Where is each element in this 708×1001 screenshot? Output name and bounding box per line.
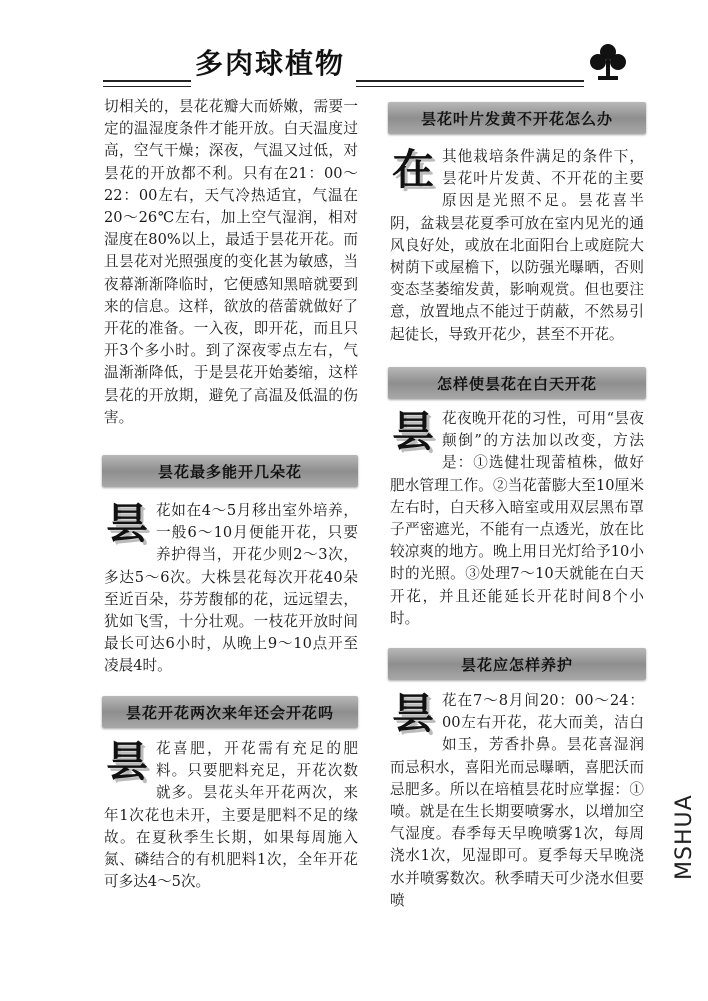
drop-cap: 昙	[391, 407, 434, 456]
heading-bloom-next-year: 昙花开花两次来年还会开花吗	[102, 696, 358, 728]
masthead-rule-right	[356, 80, 584, 82]
heading-care: 昙花应怎样养护	[388, 648, 646, 680]
heading-max-flowers: 昙花最多能开几朵花	[102, 455, 358, 487]
left-intro-text	[104, 96, 358, 429]
section-body: 花喜肥，开花需有充足的肥料。只要肥料充足，开花次数就多。昙花头年开花两次，来年1次花也未开，主要是肥料不足的缘故。在夏秋季生长期，如果每周施入氮、磷结合的有机肥料1次，全年开花可多达4～5次。	[104, 740, 358, 891]
watermark-text: MSHUA	[672, 794, 697, 880]
section-max-flowers	[104, 500, 358, 678]
section-body: 其他栽培条件满足的条件下，昙花叶片发黄、不开花的主要原因是光照不足。昙花喜半阴，盆栽昙花夏季可放在室内见光的通风良好处，或放在北面阳台上或庭院大树荫下或屋檐下，以防强光曝晒，否则变态茎萎缩发黄，影响观赏。但也要注意，放置地点不能过于荫蔽，不然易引起徒长，导致开花少，甚至不开花。	[390, 148, 644, 343]
heading-daytime-bloom: 怎样使昙花在白天开花	[388, 367, 646, 399]
section-body: 花如在4～5月移出室外培养，一般6～10月便能开花，只要养护得当，开花少则2～3次，多达5～6次。大株昙花每次开花40朵至近百朵，芬芳馥郁的花，远远望去，犹如飞雪，十分壮观。一枝花开放时间最长可达6小时，从晚上9～10点开至凌晨4时。	[104, 502, 358, 675]
section-daytime-bloom	[390, 408, 644, 630]
club-plant-icon	[586, 40, 630, 84]
heading-yellow-leaves: 昙花叶片发黄不开花怎么办	[388, 102, 646, 134]
section-body: 花夜晚开花的习性，可用“昙夜颠倒”的方法加以改变，方法是：①选健壮现蕾植株，做好肥水管理工作。②当花蕾膨大至10厘米左右时，白天移入暗室或用双层黑布罩子严密遮光，不能有一点透光，放在比较凉爽的地方。晚上用日光灯给予10小时的光照。③处理7～10天就能在白天开花，并且还能延长开花时间8个小时。	[390, 410, 644, 627]
intro-paragraph: 切相关的，昙花花瓣大而娇嫩，需要一定的温湿度条件才能开放。白天温度过高，空气干燥；深夜，气温又过低，对昙花的开放都不利。只有在21：00～22：00左右，天气冷热适宜，气温在20～26℃左右，加上空气湿润，相对湿度在80%以上，最适于昙花开花。而且昙花对光照强度的变化甚为敏感，当夜幕渐渐降临时，它便感知黑暗就要到来的信息。这样，欲放的蓓蕾就做好了开花的准备。一入夜，即开花，而且只开3个多小时。到了深夜零点左右，气温渐渐降低，于是昙花开始萎缩，这样昙花的开放期，避免了高温及低温的伤害。	[104, 98, 358, 426]
drop-cap: 在	[391, 145, 434, 194]
section-yellow-leaves	[390, 146, 644, 346]
masthead-title: 多肉球植物	[195, 47, 346, 80]
section-body: 花在7～8月间20：00～24：00左右开花，花大而美，洁白如玉，芳香扑鼻。昙花喜湿润而忌积水，喜阳光而忌曝晒，喜肥沃而忌肥多。所以在培植昙花时应掌握：①喷。就是在生长期要喷雾水，以增加空气湿度。春季每天早晚喷雾1次，每周浇水1次，见湿即可。夏季每天早晚浇水并喷雾数次。秋季晴天可少浇水但要喷	[390, 692, 644, 909]
masthead-rule-left	[103, 80, 191, 82]
section-bloom-next-year	[104, 738, 358, 893]
drop-cap: 昙	[391, 689, 434, 738]
drop-cap: 昙	[105, 737, 148, 786]
masthead-rule-left-thin	[103, 86, 191, 87]
drop-cap: 昙	[105, 499, 148, 548]
masthead-rule-right-thin	[356, 86, 584, 87]
section-care	[390, 690, 644, 912]
